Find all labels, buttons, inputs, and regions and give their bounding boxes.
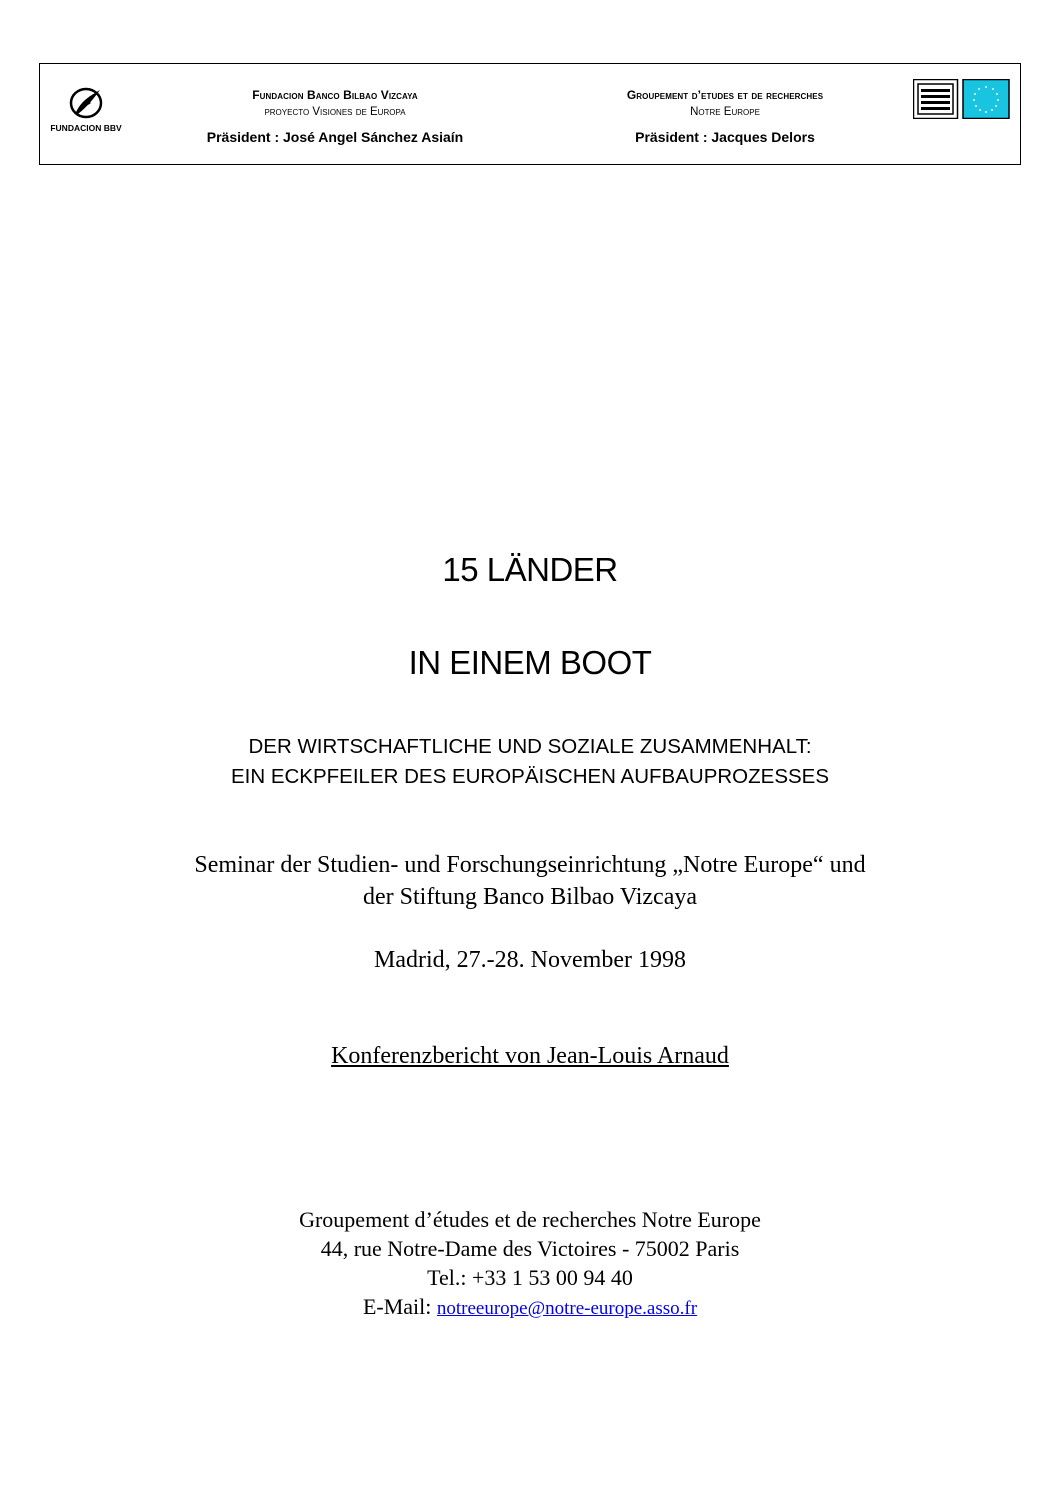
title-line-2: IN EINEM BOOT [408,644,652,681]
letterhead-left [150,87,520,146]
letterhead-right [545,87,905,146]
notre-europe-name: Notre Europe [690,106,760,118]
email-link[interactable]: notreeurope@notre-europe.asso.fr [436,1298,698,1319]
notre-europe-group-name: Groupement d’etudes et de recherches [626,88,824,102]
report-author-line [0,1040,1060,1072]
contact-organization: Groupement d’études et de recherches Notre Europe [299,1207,761,1232]
title-line-1: 15 LÄNDER [442,551,618,588]
contact-address: 44, rue Notre-Dame des Victoires - 75002 Paris [320,1236,740,1261]
fundacion-bbv-logo [48,82,124,134]
seminar-line-1: Seminar der Studien- und Forschungseinrichtung „Notre Europe“ und [194,852,866,878]
subtitle-line-1: DER WIRTSCHAFTLICHE UND SOZIALE ZUSAMMENHALT: [248,735,812,758]
subtitle-line-2: EIN ECKPFEILER DES EUROPÄISCHEN AUFBAUPROZESSES [230,765,830,788]
contact-phone: Tel.: +33 1 53 00 94 40 [427,1265,633,1290]
seminar-line-2: der Stiftung Banco Bilbao Vizcaya [362,884,698,910]
bbv-project-name: proyecto Visiones de Europa [264,106,406,118]
contact-email-line [0,1292,1060,1323]
report-author: Konferenzbericht von Jean-Louis Arnaud [331,1043,729,1069]
notre-europe-logo [913,79,1010,119]
bbv-foundation-name: Fundacion Banco Bilbao Vizcaya [252,88,418,102]
email-label: E-Mail: [362,1294,432,1319]
notre-europe-president: Präsident : Jacques Delors [635,129,815,145]
event-date: Madrid, 27.-28. November 1998 [374,947,686,973]
bbv-logo-text: FUNDACION BBV [50,123,122,133]
bbv-president: Präsident : José Angel Sánchez Asiaín [206,129,464,145]
